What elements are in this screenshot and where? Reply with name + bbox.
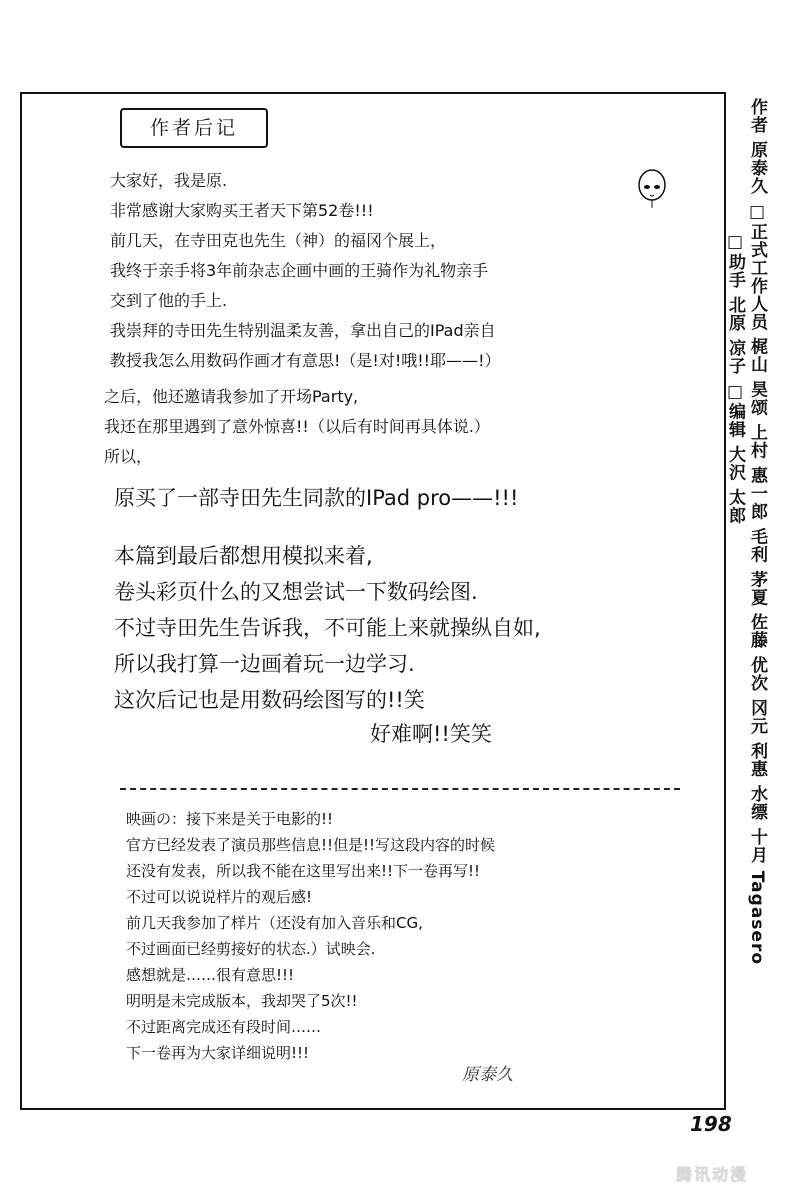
text-line: 不过寺田先生告诉我，不可能上来就操纵自如, xyxy=(114,616,541,640)
text-line: 教授我怎么用数码作画才有意思!（是!对!哦!!耶——!） xyxy=(110,351,501,370)
text-line: 我终于亲手将3年前杂志企画中画的王骑作为礼物亲手 xyxy=(110,261,489,280)
text-line: 不过可以说说样片的观后感! xyxy=(126,888,313,906)
text-line: 前几天我参加了样片（还没有加入音乐和CG, xyxy=(126,914,423,932)
text-line: 大家好，我是原. xyxy=(110,171,228,190)
text-line: 好难啊!!笑笑 xyxy=(370,722,492,746)
text-line: 这次后记也是用数码绘图写的!!笑 xyxy=(114,688,425,712)
text-line: 不过距离完成还有段时间…… xyxy=(126,1018,322,1036)
credits-left: □助手 北原 凉子 □编辑 大沢 太郎 xyxy=(725,232,745,525)
text-line: 前几天，在寺田克也先生（神）的福冈个展上， xyxy=(110,231,447,250)
text-line: 官方已经发表了演员那些信息!!但是!!写这段内容的时候 xyxy=(126,836,496,854)
signature: 原泰久 xyxy=(462,1065,513,1085)
text-line: 映画の：接下来是关于电影的!! xyxy=(126,810,334,828)
text-line: 之后，他还邀请我参加了开场Party, xyxy=(104,387,359,406)
text-line: 原买了一部寺田先生同款的IPad pro——!!! xyxy=(114,486,519,510)
text-line: 不过画面已经剪接好的状态.）试映会. xyxy=(126,940,376,958)
text-line: 所以我打算一边画着玩一边学习. xyxy=(114,652,415,676)
doodle-face-icon xyxy=(634,165,670,211)
text-line: 非常感谢大家购买王者天下第52卷!!! xyxy=(110,201,374,220)
text-line: 明明是未完成版本，我却哭了5次!! xyxy=(126,992,358,1010)
text-line: 本篇到最后都想用模拟来着, xyxy=(114,544,373,568)
text-line: 我还在那里遇到了意外惊喜!!（以后有时间再具体说.） xyxy=(104,417,490,436)
text-line: 卷头彩页什么的又想尝试一下数码绘图. xyxy=(114,580,478,604)
divider xyxy=(120,788,680,790)
watermark-logo: 腾讯动漫 xyxy=(676,1165,749,1184)
afterword-title: 作者后记 xyxy=(120,108,268,148)
credits-right: 作者 原泰久 □正式工作人员 梶山 昊颂 上村 惠一郎 毛利 茅夏 佐藤 优次 冈元 利惠 水缥 十月 Tagasero xyxy=(747,98,767,966)
text-line: 交到了他的手上. xyxy=(110,291,228,310)
text-line: 下一卷再为大家详细说明!!! xyxy=(126,1044,310,1062)
text-line: 所以， xyxy=(104,447,153,466)
page-number: 198 xyxy=(690,1112,732,1136)
text-line: 还没有发表，所以我不能在这里写出来!!下一卷再写!! xyxy=(126,862,481,880)
text-line: 我崇拜的寺田先生特别温柔友善，拿出自己的IPad亲自 xyxy=(110,321,496,340)
text-line: 感想就是……很有意思!!! xyxy=(126,966,295,984)
